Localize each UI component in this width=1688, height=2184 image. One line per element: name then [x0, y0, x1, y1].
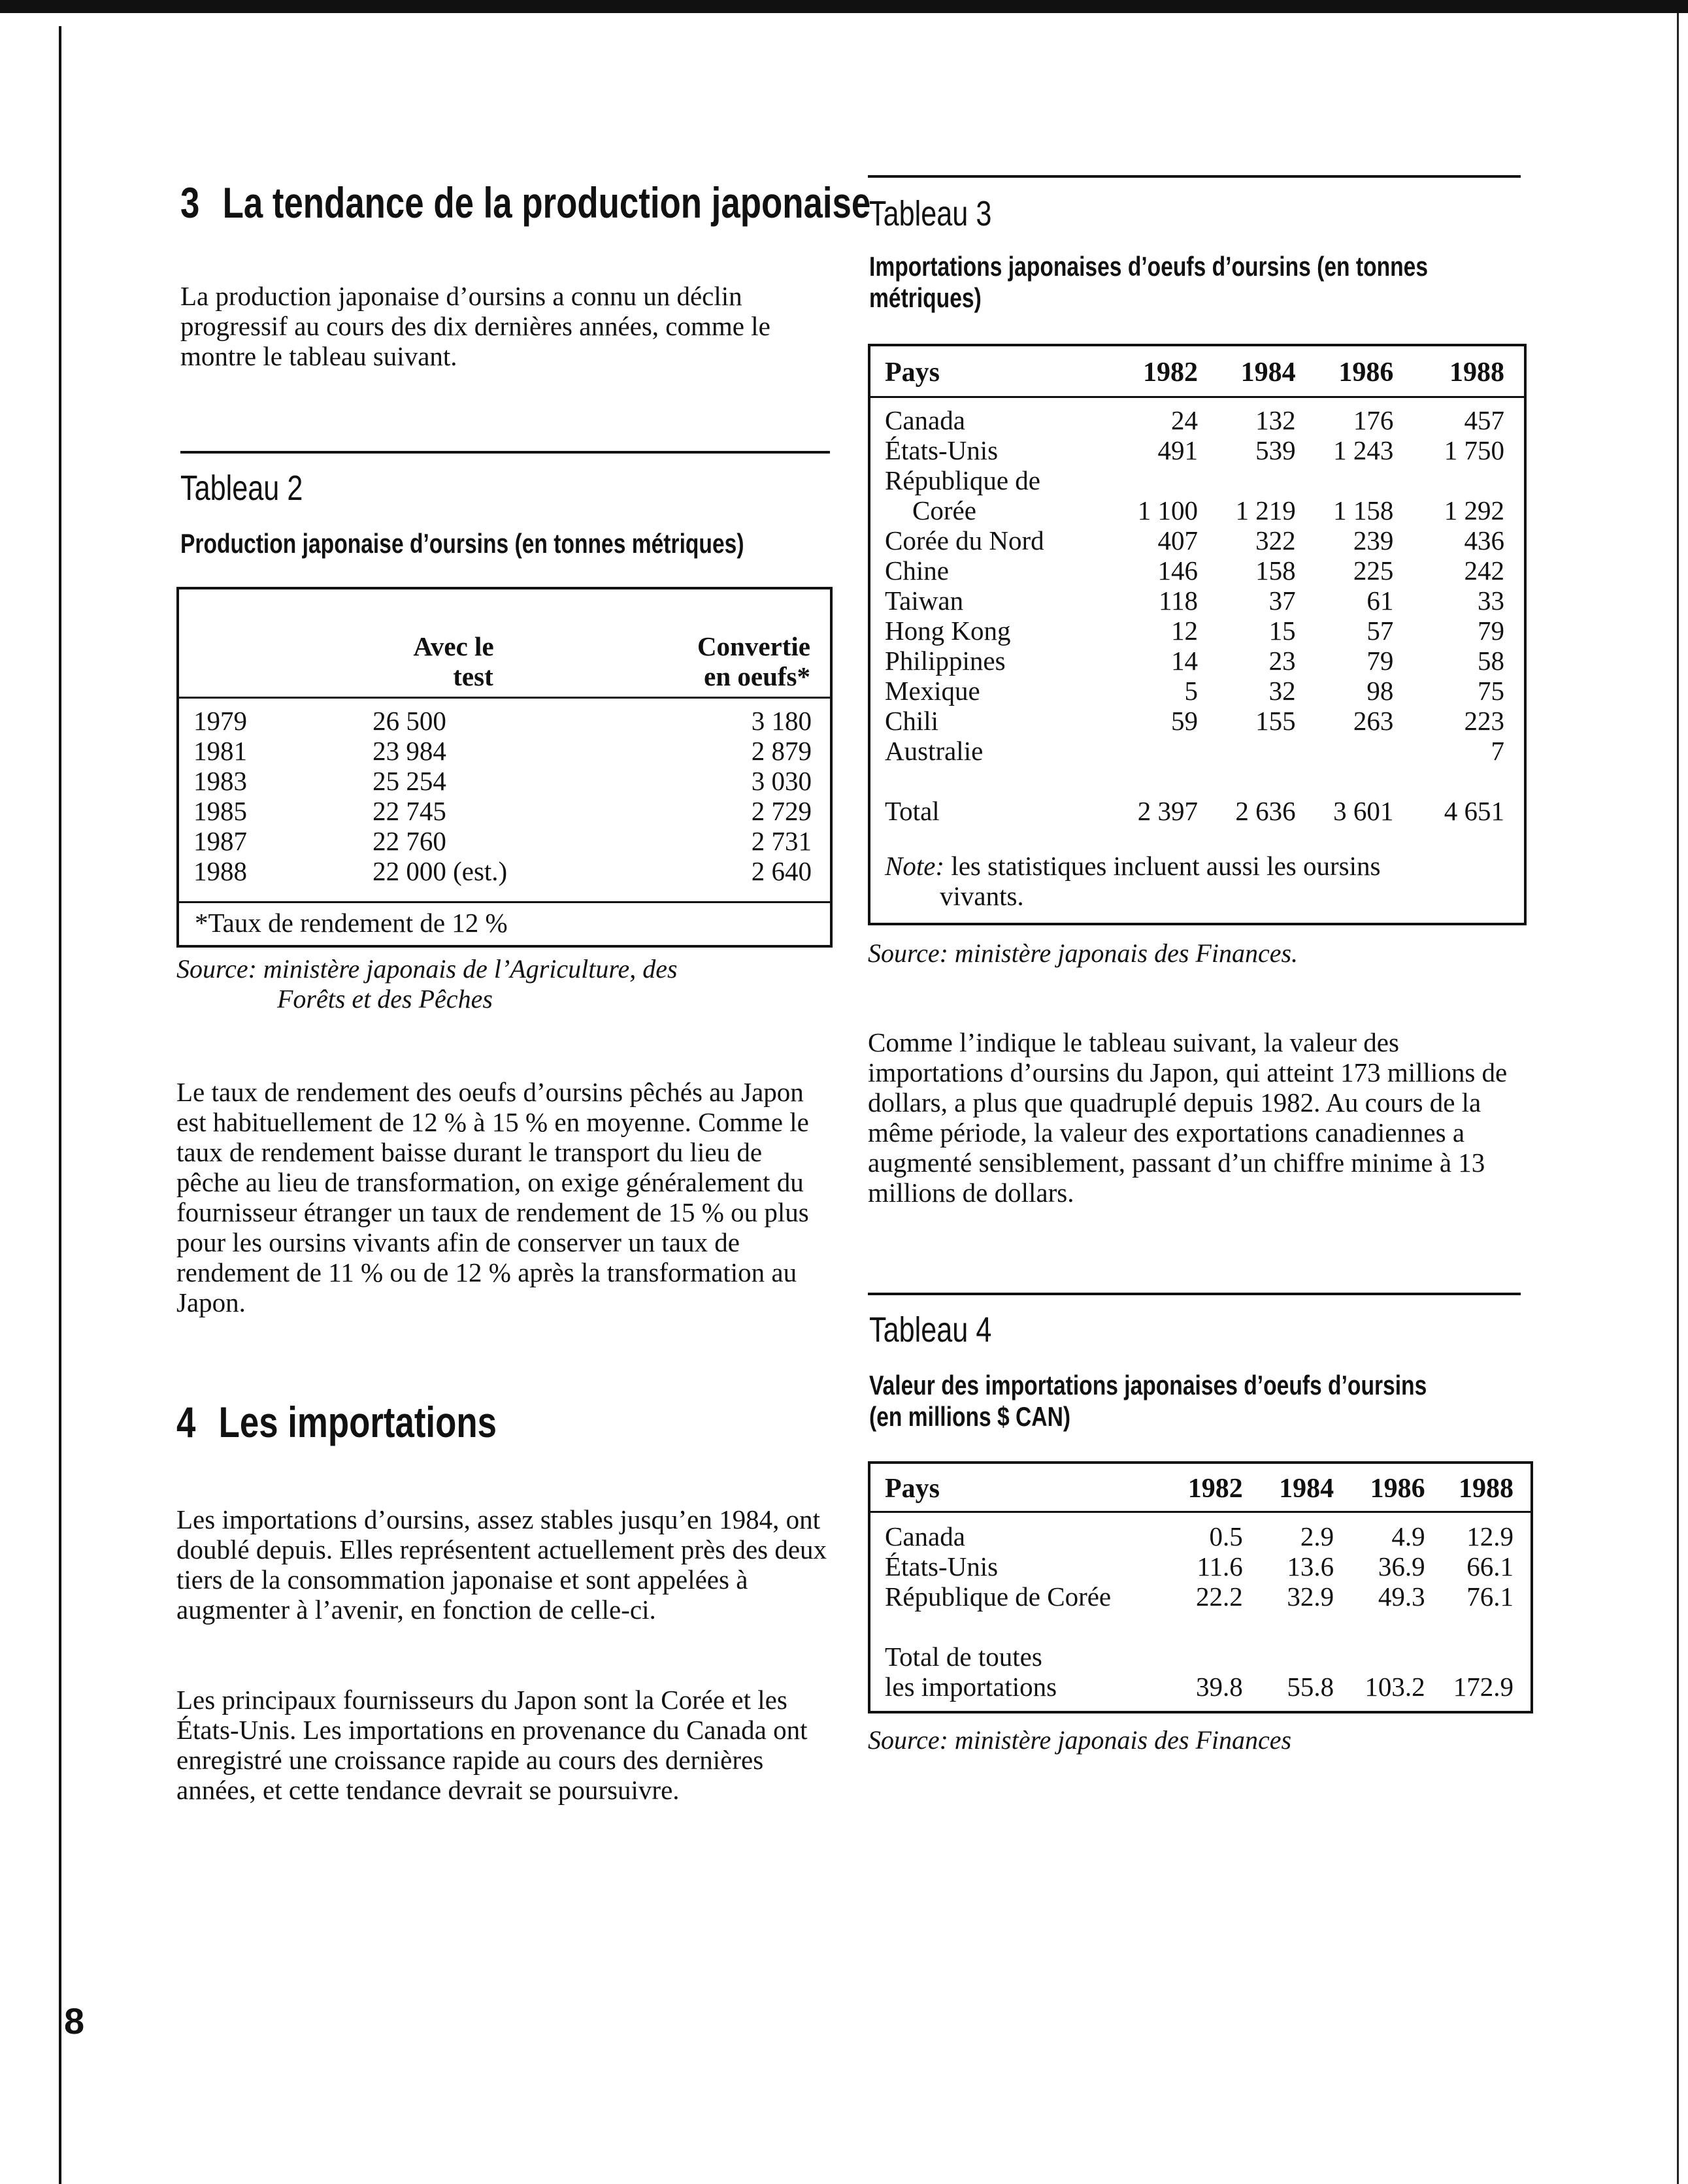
table-row [885, 555, 1504, 586]
column-header-converted: Convertie [697, 631, 810, 661]
column-header-1986: 1986 [1338, 357, 1394, 388]
table-4-header [885, 1469, 1514, 1508]
value-cell: 436 [1464, 525, 1504, 555]
total-cell: 172.9 [1453, 1672, 1514, 1702]
value-cell [1393, 465, 1504, 495]
column-header-1982: 1982 [1142, 357, 1198, 388]
value-cell: 13.6 [1287, 1551, 1334, 1581]
value-cell: 33 [1478, 586, 1504, 616]
test-cell: 26 500 [372, 706, 446, 736]
value-cell: 7 [1491, 736, 1504, 766]
column-header-1984: 1984 [1240, 357, 1296, 388]
caption-line: (en millions $ CAN) [869, 1401, 1071, 1432]
section-title: La tendance de la production japonaise [222, 178, 871, 227]
value-cell: 1 219 [1235, 495, 1296, 525]
value-cell: 23 [1268, 646, 1296, 676]
table-4-caption [869, 1370, 1427, 1432]
value-cell: 4.9 [1391, 1521, 1425, 1551]
table-2-header [179, 589, 830, 699]
section-3-heading [180, 178, 870, 227]
column-header-1982: 1982 [1187, 1474, 1243, 1504]
value-cell: 32.9 [1287, 1581, 1334, 1612]
value-cell [1198, 736, 1296, 766]
right-margin-rule [1677, 13, 1679, 2184]
table-row [885, 435, 1504, 465]
value-cell: 132 [1255, 405, 1296, 435]
country-cell: Corée [912, 495, 976, 525]
year-cell: 1983 [193, 766, 247, 796]
header-divider [870, 1511, 1531, 1513]
header-divider [870, 396, 1524, 398]
table-row [193, 736, 812, 766]
value-cell: 12 [1170, 616, 1198, 646]
column-header-1988: 1988 [1449, 357, 1504, 388]
value-cell: 1 100 [1137, 495, 1199, 525]
source-line: Source: ministère japonais de l’Agriculture, des [176, 954, 678, 984]
value-cell: 32 [1268, 676, 1296, 706]
table-row [885, 646, 1504, 676]
country-cell: Canada [885, 1521, 965, 1551]
test-cell: 23 984 [372, 736, 446, 766]
table-3-note [885, 851, 1504, 911]
table-4-top-rule [868, 1293, 1521, 1295]
total-cell: 4 651 [1444, 796, 1504, 826]
table-row [193, 706, 812, 736]
year-cell: 1979 [193, 706, 247, 736]
value-cell: 5 [1184, 676, 1198, 706]
value-cell: 37 [1268, 586, 1296, 616]
table-row [885, 1581, 1514, 1612]
value-cell: 539 [1255, 435, 1296, 465]
value-cell: 118 [1159, 586, 1198, 616]
table-row [885, 495, 1504, 525]
table-4-body [885, 1521, 1514, 1702]
conv-cell: 2 729 [751, 796, 812, 826]
value-cell: 1 158 [1333, 495, 1394, 525]
country-cell: Canada [885, 405, 965, 435]
table-row [885, 405, 1504, 435]
table-3-top-rule [868, 175, 1521, 178]
country-cell: Taiwan [885, 586, 964, 616]
total-cell: 3 601 [1333, 796, 1394, 826]
table-row [193, 796, 812, 826]
value-cell: 322 [1255, 525, 1296, 555]
value-cell: 225 [1353, 555, 1394, 586]
test-cell: 25 254 [372, 766, 446, 796]
paragraph: La production japonaise d’oursins a connu un déclin progressif au cours des dix dernières années, comme le montre le tableau suivant. [180, 281, 770, 371]
value-cell: 263 [1353, 706, 1394, 736]
value-cell: 58 [1478, 646, 1504, 676]
value-cell: 1 750 [1444, 435, 1504, 465]
table-2-source [176, 954, 830, 1014]
test-cell: 22 745 [372, 796, 446, 826]
value-cell: 24 [1170, 405, 1198, 435]
table-row [885, 586, 1504, 616]
table-row [885, 1551, 1514, 1581]
note-text: vivants. [940, 881, 1024, 911]
value-cell: 61 [1366, 586, 1394, 616]
year-cell: 1981 [193, 736, 247, 766]
table-2-caption: Production japonaise d’oursins (en tonnes métriques) [180, 528, 744, 559]
value-cell: 239 [1353, 525, 1394, 555]
table-2 [176, 587, 833, 948]
column-header-test-2: test [453, 661, 493, 691]
conv-cell: 3 180 [751, 706, 812, 736]
value-cell: 155 [1255, 706, 1296, 736]
table-total-row [885, 796, 1504, 826]
value-cell: 36.9 [1378, 1551, 1425, 1581]
conv-cell: 2 731 [751, 826, 812, 856]
table-row [193, 826, 812, 856]
value-cell: 75 [1478, 676, 1504, 706]
value-cell: 76.1 [1466, 1581, 1514, 1612]
table-row [885, 525, 1504, 555]
section-4-heading [176, 1397, 497, 1447]
value-cell [1198, 465, 1296, 495]
column-header-1984: 1984 [1279, 1474, 1334, 1504]
conv-cell: 2 879 [751, 736, 812, 766]
paragraph: Le taux de rendement des oeufs d’oursins pêchés au Japon est habituellement de 12 % à 15 % en moyenne. Comme le taux de rendement baisse durant le transport du lieu de pêche au lieu de transformation, on exige généralement du fournisseur étranger un taux de rendement de 15 % ou plus pour les oursins vivants afin de conserver un taux de rendement de 11 % ou de 12 % après la transformation au Japon. [176, 1077, 809, 1317]
paragraph-rendement [176, 1077, 830, 1317]
table-3-source: Source: ministère japonais des Finances. [868, 938, 1299, 968]
column-header-converted-2: en oeufs* [704, 661, 810, 691]
table-3-label: Tableau 3 [869, 194, 992, 233]
table-row [193, 766, 812, 796]
table-3-caption [869, 251, 1428, 314]
country-cell: Chine [885, 555, 949, 586]
table-2-footnote: *Taux de rendement de 12 % [179, 901, 830, 945]
country-cell: États-Unis [885, 1551, 999, 1581]
value-cell: 407 [1157, 525, 1198, 555]
year-cell: 1987 [193, 826, 247, 856]
section-number: 3 [180, 178, 200, 227]
total-cell: 2 636 [1235, 796, 1296, 826]
value-cell: 0.5 [1209, 1521, 1243, 1551]
test-cell: 22 760 [372, 826, 446, 856]
value-cell: 146 [1157, 555, 1198, 586]
table-3 [868, 344, 1527, 925]
country-cell: Philippines [885, 646, 1006, 676]
table-4-label: Tableau 4 [869, 1310, 992, 1349]
country-cell: Australie [885, 736, 984, 766]
value-cell: 1 292 [1444, 495, 1504, 525]
value-cell: 457 [1464, 405, 1504, 435]
value-cell [1296, 465, 1394, 495]
column-header-1988: 1988 [1459, 1474, 1514, 1504]
total-label: les importations [885, 1672, 1057, 1702]
total-cell: 39.8 [1195, 1672, 1243, 1702]
table-4-source: Source: ministère japonais des Finances [868, 1725, 1292, 1755]
column-header-1986: 1986 [1370, 1474, 1425, 1504]
country-cell: États-Unis [885, 435, 999, 465]
value-cell: 57 [1366, 616, 1394, 646]
value-cell [1296, 736, 1394, 766]
column-header-test: Avec le [413, 631, 494, 661]
conv-cell: 2 640 [751, 856, 812, 886]
value-cell: 59 [1170, 706, 1198, 736]
table-row [885, 616, 1504, 646]
table-row [885, 465, 1504, 495]
table-row [885, 706, 1504, 736]
table-row [885, 736, 1504, 766]
table-row [885, 1521, 1514, 1551]
value-cell: 15 [1268, 616, 1296, 646]
value-cell: 176 [1353, 405, 1394, 435]
country-cell: République de Corée [885, 1581, 1112, 1612]
section-4-paragraph-1 [176, 1504, 830, 1625]
note-label: Note: [885, 851, 945, 881]
year-cell: 1988 [193, 856, 247, 886]
table-2-top-rule [180, 451, 830, 454]
page-top-border [0, 0, 1688, 13]
column-header-pays: Pays [885, 357, 940, 388]
year-cell: 1985 [193, 796, 247, 826]
value-cell: 11.6 [1197, 1551, 1243, 1581]
total-label: Total de toutes [885, 1642, 1042, 1672]
value-cell: 158 [1255, 555, 1296, 586]
country-cell: Mexique [885, 676, 980, 706]
value-cell: 49.3 [1378, 1581, 1425, 1612]
value-cell [1087, 736, 1198, 766]
value-cell: 66.1 [1466, 1551, 1514, 1581]
note-text: les statistiques incluent aussi les oursins [951, 851, 1381, 881]
value-cell: 79 [1366, 646, 1394, 676]
left-margin-rule [59, 26, 61, 2184]
value-cell: 491 [1157, 435, 1198, 465]
section-title: Les importations [218, 1398, 497, 1446]
value-cell: 12.9 [1466, 1521, 1514, 1551]
caption-line: métriques) [869, 282, 982, 313]
paragraph: Les principaux fournisseurs du Japon sont la Corée et les États-Unis. Les importations en provenance du Canada ont enregistré une croissance rapide au cours des dernières années, et cette tendance devrait se poursuivre. [176, 1685, 808, 1805]
test-cell: 22 000 (est.) [372, 856, 508, 886]
total-label: Total [885, 796, 940, 826]
value-cell: 223 [1464, 706, 1504, 736]
source-line: Forêts et des Pêches [277, 984, 493, 1014]
table-row [193, 856, 812, 886]
value-cell: 79 [1478, 616, 1504, 646]
country-cell: Corée du Nord [885, 525, 1044, 555]
table-row [885, 1642, 1514, 1672]
paragraph: Les importations d’oursins, assez stables jusqu’en 1984, ont doublé depuis. Elles représentent actuellement près des deux tiers de la consommation japonaise et sont appelées à augmenter à l’avenir, en fonction de celle-ci. [176, 1504, 827, 1625]
page-number: 8 [64, 2000, 85, 2042]
paragraph-valeur [868, 1027, 1520, 1208]
table-3-body [885, 405, 1504, 911]
value-cell: 14 [1170, 646, 1198, 676]
country-cell: République de [885, 465, 1040, 495]
table-row [885, 676, 1504, 706]
table-2-body [193, 706, 812, 886]
value-cell: 98 [1366, 676, 1394, 706]
caption-line: Importations japonaises d’oeufs d’oursins (en tonnes [869, 251, 1429, 282]
total-cell: 55.8 [1287, 1672, 1334, 1702]
value-cell [1087, 465, 1198, 495]
total-cell: 103.2 [1365, 1672, 1425, 1702]
paragraph: Comme l’indique le tableau suivant, la valeur des importations d’oursins du Japon, qui atteint 173 millions de dollars, a plus que quadruplé depuis 1982. Au cours de la même période, la valeur des exportations canadiennes a augmenté sensiblement, passant d’un chiffre minime à 13 millions de dollars. [868, 1027, 1508, 1208]
section-3-intro [180, 281, 830, 371]
table-3-header [885, 353, 1504, 392]
column-header-pays: Pays [885, 1474, 940, 1504]
country-cell: Chili [885, 706, 939, 736]
section-number: 4 [176, 1398, 196, 1446]
total-cell: 2 397 [1137, 796, 1198, 826]
caption-line: Valeur des importations japonaises d’oeufs d’oursins [869, 1370, 1427, 1400]
table-4 [868, 1461, 1533, 1713]
conv-cell: 3 030 [751, 766, 812, 796]
value-cell: 1 243 [1333, 435, 1394, 465]
value-cell: 2.9 [1300, 1521, 1334, 1551]
value-cell: 242 [1464, 555, 1504, 586]
section-4-paragraph-2 [176, 1685, 830, 1805]
country-cell: Hong Kong [885, 616, 1011, 646]
value-cell: 22.2 [1195, 1581, 1243, 1612]
table-2-label: Tableau 2 [180, 469, 303, 508]
table-total-row [885, 1672, 1514, 1702]
